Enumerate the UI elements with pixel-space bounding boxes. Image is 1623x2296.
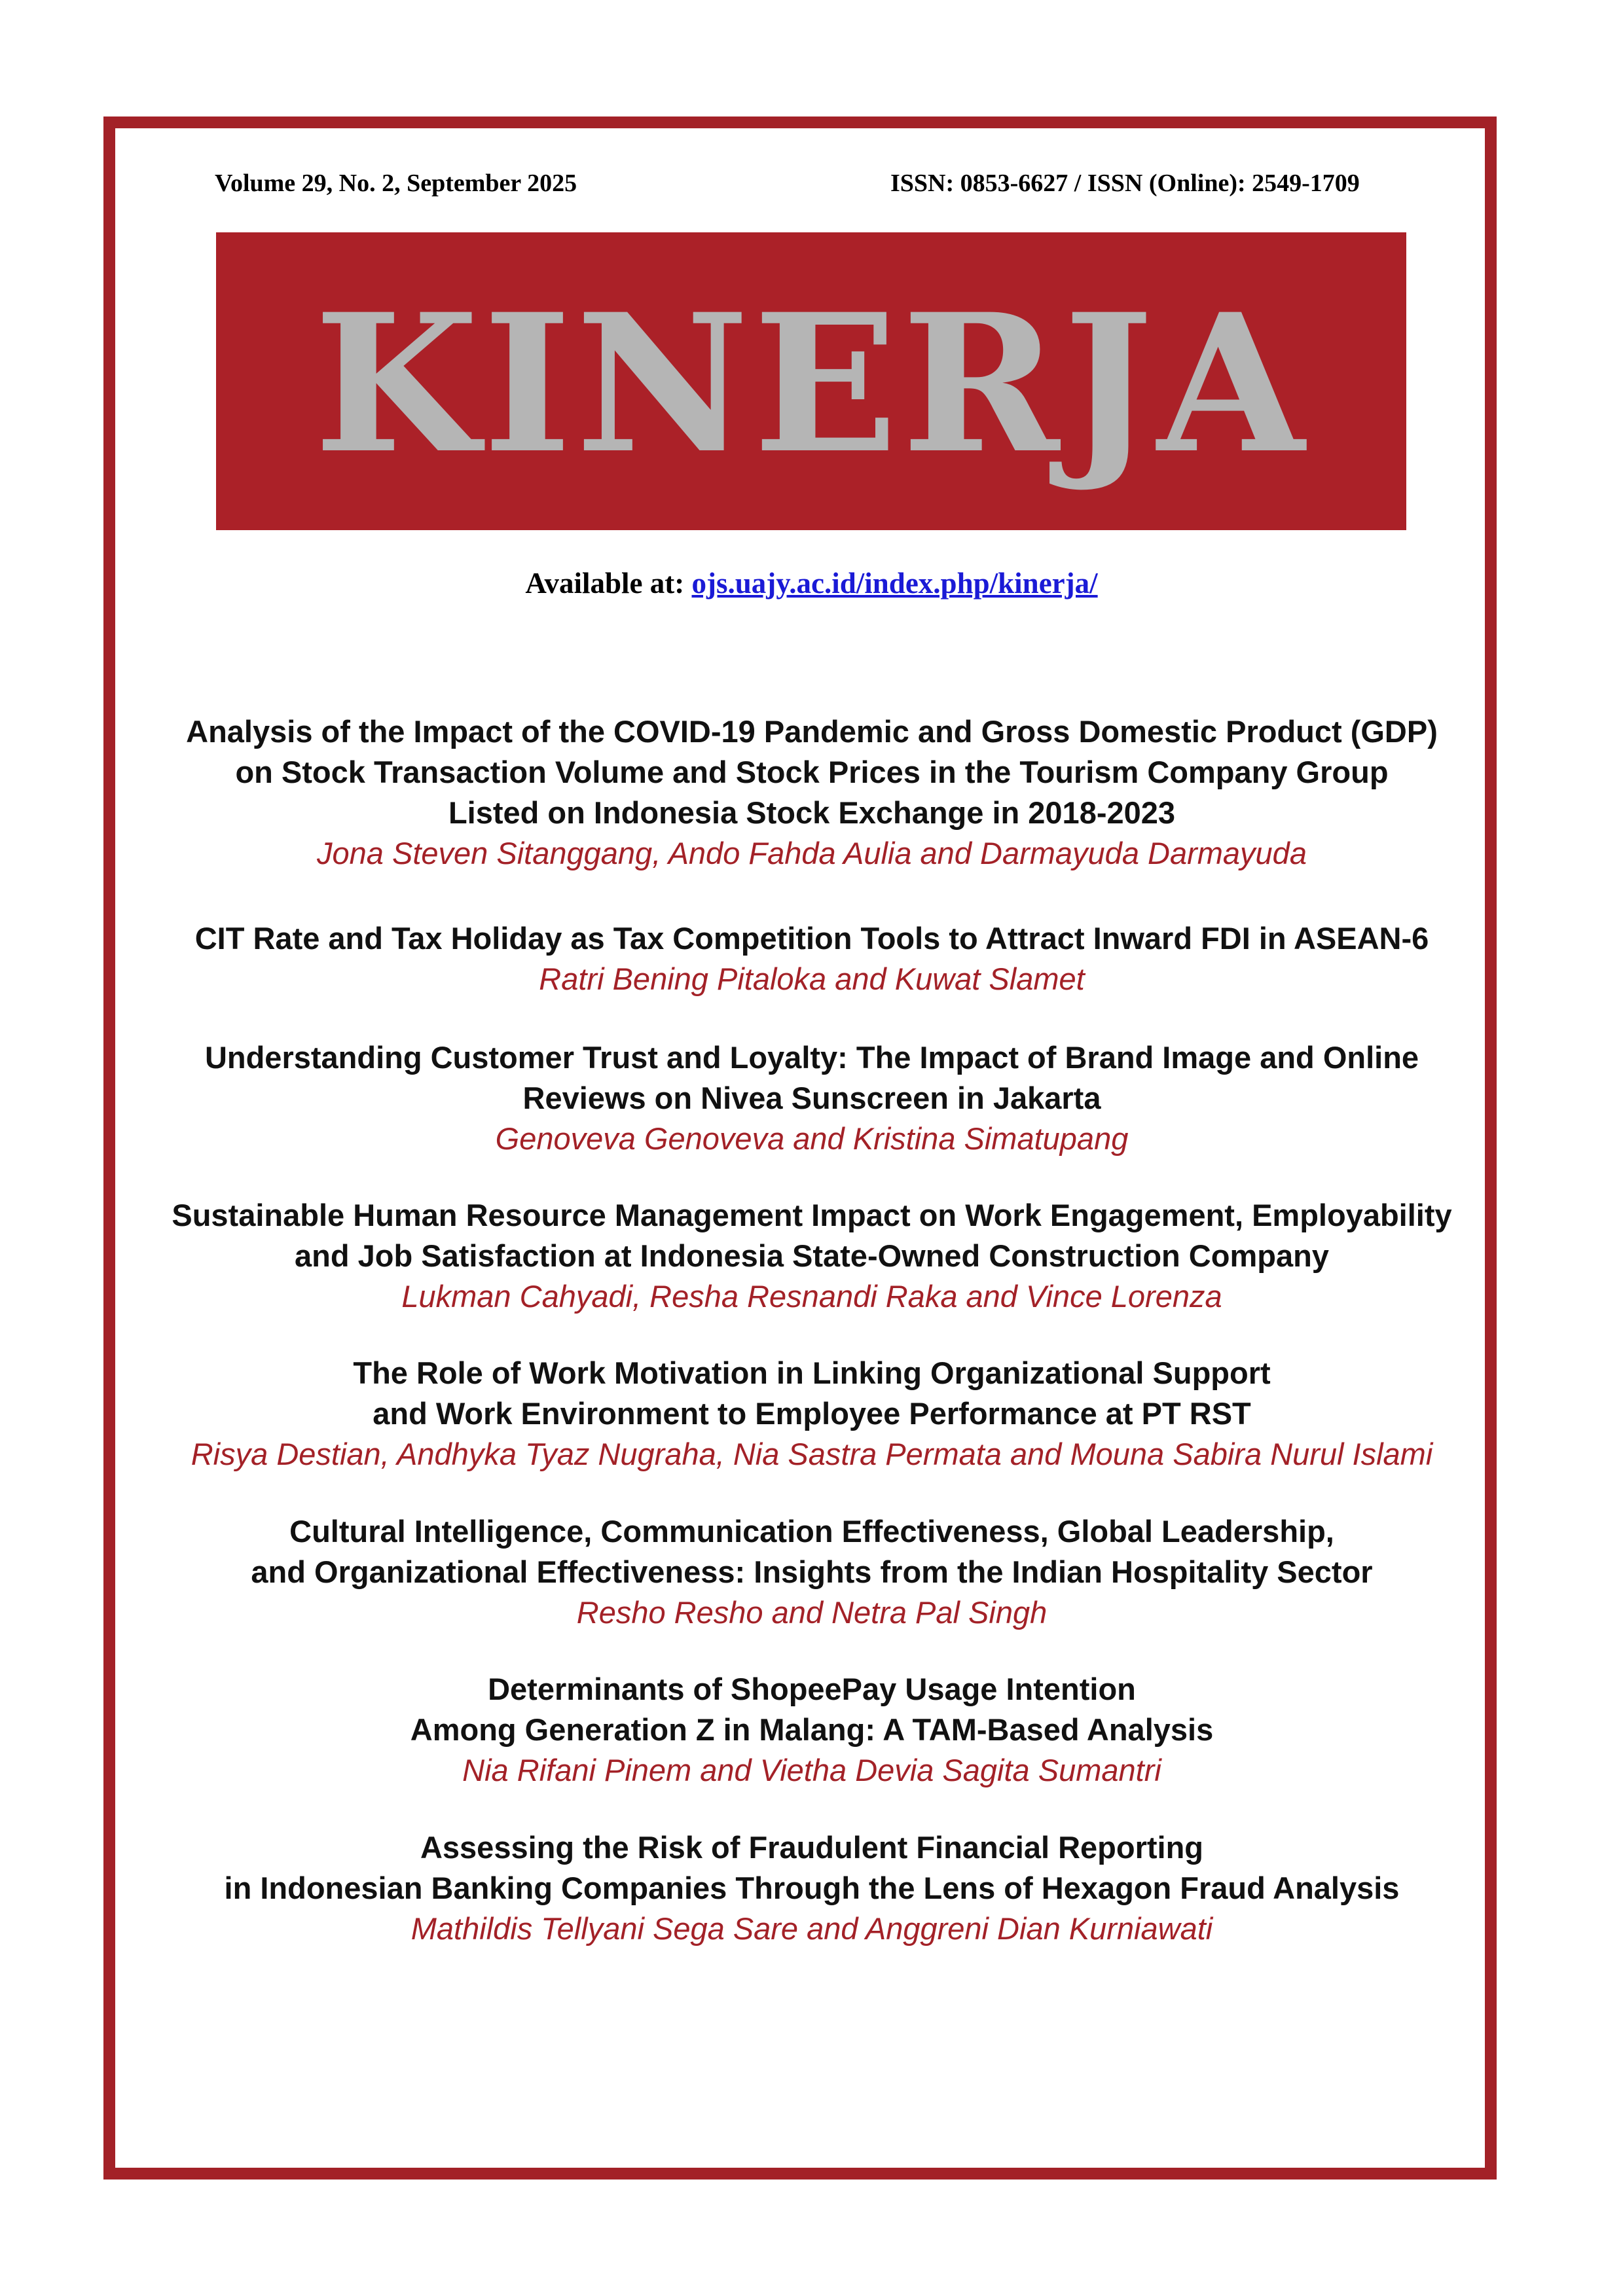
availability-line <box>0 566 1623 600</box>
article-title-line: on Stock Transaction Volume and Stock Prices in the Tourism Company Group <box>235 755 1389 789</box>
article-authors: Jona Steven Sitanggang, Ando Fahda Aulia and Darmayuda Darmayuda <box>317 836 1307 870</box>
article-entry <box>118 918 1506 999</box>
article-title-line: and Organizational Effectiveness: Insights from the Indian Hospitality Sector <box>251 1554 1373 1589</box>
article-title-line: Listed on Indonesia Stock Exchange in 2018-2023 <box>448 795 1176 830</box>
issn-info: ISSN: 0853-6627 / ISSN (Online): 2549-1709 <box>890 170 1360 197</box>
article-title-line: and Job Satisfaction at Indonesia State-Owned Construction Company <box>295 1238 1329 1273</box>
article-title-line: Sustainable Human Resource Management Impact on Work Engagement, Employability <box>172 1198 1452 1232</box>
article-entry <box>118 1195 1506 1317</box>
article-title-line: Among Generation Z in Malang: A TAM-Based Analysis <box>410 1712 1214 1747</box>
article-authors: Nia Rifani Pinem and Vietha Devia Sagita Sumantri <box>462 1753 1161 1787</box>
article-title-line: Assessing the Risk of Fraudulent Financial Reporting <box>420 1830 1204 1865</box>
article-entry <box>118 1037 1506 1159</box>
article-authors: Ratri Bening Pitaloka and Kuwat Slamet <box>539 961 1085 996</box>
article-entry <box>118 1827 1506 1949</box>
article-title-line: Cultural Intelligence, Communication Effectiveness, Global Leadership, <box>289 1514 1334 1549</box>
journal-title: KINERJA <box>314 272 1309 495</box>
article-title-line: and Work Environment to Employee Performance at PT RST <box>373 1396 1251 1431</box>
title-banner <box>216 232 1406 530</box>
article-entry <box>118 1353 1506 1475</box>
article-entry <box>118 1511 1506 1633</box>
journal-url-link[interactable]: ojs.uajy.ac.id/index.php/kinerja/ <box>691 567 1098 600</box>
article-entry <box>118 1669 1506 1791</box>
article-title-line: CIT Rate and Tax Holiday as Tax Competition Tools to Attract Inward FDI in ASEAN-6 <box>194 921 1429 956</box>
article-title-line: Understanding Customer Trust and Loyalty: The Impact of Brand Image and Online <box>204 1040 1419 1075</box>
article-authors: Resho Resho and Netra Pal Singh <box>576 1595 1048 1630</box>
article-entry <box>118 711 1506 874</box>
article-authors: Genoveva Genoveva and Kristina Simatupang <box>495 1121 1129 1156</box>
article-authors: Mathildis Tellyani Sega Sare and Anggreni Dian Kurniawati <box>410 1911 1213 1946</box>
available-label: Available at: <box>525 567 685 600</box>
article-title-line: in Indonesian Banking Companies Through the Lens of Hexagon Fraud Analysis <box>224 1871 1400 1905</box>
article-title-line: Analysis of the Impact of the COVID-19 Pandemic and Gross Domestic Product (GDP) <box>186 714 1438 749</box>
article-title-line: Reviews on Nivea Sunscreen in Jakarta <box>522 1081 1101 1115</box>
article-authors: Lukman Cahyadi, Resha Resnandi Raka and Vince Lorenza <box>401 1279 1222 1314</box>
article-title-line: The Role of Work Motivation in Linking Organizational Support <box>353 1355 1271 1390</box>
article-title-line: Determinants of ShopeePay Usage Intention <box>488 1672 1136 1706</box>
volume-info: Volume 29, No. 2, September 2025 <box>215 170 577 197</box>
article-authors: Risya Destian, Andhyka Tyaz Nugraha, Nia Sastra Permata and Mouna Sabira Nurul Islami <box>191 1437 1433 1471</box>
